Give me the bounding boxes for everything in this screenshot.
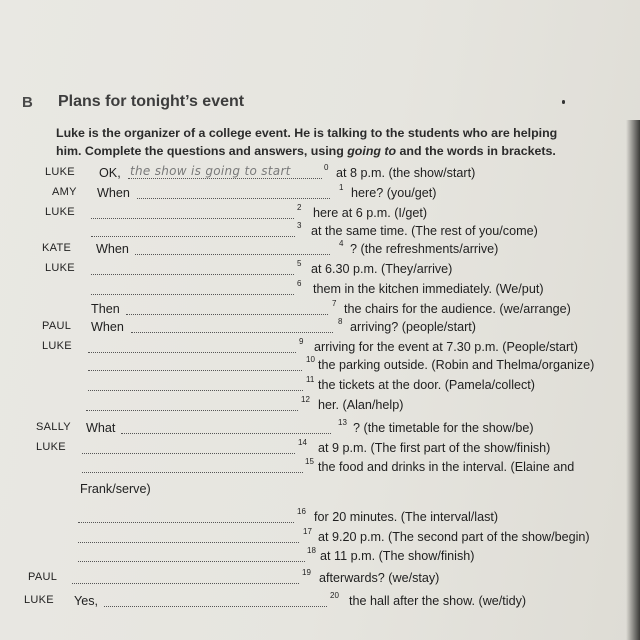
question-number: 9 (299, 337, 304, 346)
instructions-line-1: Luke is the organizer of a college event. He is talking to the students who are helping (56, 126, 558, 140)
prompt-text: ? (the timetable for the show/be) (353, 421, 534, 435)
exercise-row (0, 203, 640, 226)
answer-blank[interactable] (91, 236, 295, 237)
instructions-text-b: and the words in brackets. (396, 144, 556, 158)
answer-blank[interactable] (121, 433, 331, 434)
question-number: 19 (302, 568, 311, 577)
lead-text: When (96, 242, 129, 256)
answer-blank[interactable] (88, 370, 302, 371)
exercise-row (0, 482, 640, 502)
question-number: 17 (303, 527, 312, 536)
exercise-row (0, 507, 640, 530)
prompt-text: at 6.30 p.m. (They/arrive) (311, 262, 453, 276)
answer-blank[interactable] (135, 254, 330, 255)
speaker-label: KATE (42, 242, 72, 254)
answer-blank[interactable] (131, 332, 333, 333)
question-number: 5 (297, 259, 302, 268)
answer-blank[interactable] (82, 453, 295, 454)
question-number: 1 (339, 183, 344, 192)
prompt-text: the parking outside. (Robin and Thelma/organize) (318, 358, 595, 372)
question-number: 16 (297, 507, 306, 516)
exercise-row (0, 183, 640, 206)
answer-blank[interactable] (104, 606, 327, 607)
instructions-text-a: him. Complete the questions and answers, using (56, 144, 348, 158)
exercise-row (0, 163, 640, 186)
section-letter: B (22, 94, 33, 111)
question-number: 0 (324, 163, 329, 172)
lead-text: Yes, (74, 594, 99, 608)
exercise-row (0, 317, 640, 340)
question-number: 15 (305, 457, 314, 466)
exercise-row (0, 355, 640, 378)
exercise-row (0, 568, 640, 591)
speaker-label: LUKE (45, 206, 75, 218)
instructions-emphasis: going to (347, 144, 397, 158)
exercise-row (0, 591, 640, 614)
lead-text: When (91, 320, 124, 334)
prompt-text: at 11 p.m. (The show/finish) (320, 549, 475, 563)
question-number: 10 (306, 355, 315, 364)
exercise-row (0, 395, 640, 418)
question-number: 11 (306, 375, 315, 384)
speaker-label: PAUL (42, 320, 72, 332)
exercise-row (0, 221, 640, 244)
exercise-row (0, 337, 640, 360)
exercise-row (0, 546, 640, 569)
prompt-text: at 8 p.m. (the show/start) (336, 166, 476, 180)
speaker-label: LUKE (42, 340, 72, 352)
answer-blank[interactable] (128, 178, 322, 179)
question-number: 12 (301, 395, 310, 404)
answer-blank[interactable] (72, 583, 299, 584)
lead-text: When (97, 186, 130, 200)
question-number: 8 (338, 317, 343, 326)
answer-blank[interactable] (126, 314, 328, 315)
question-number: 3 (297, 221, 302, 230)
handwritten-example-answer: the show is going to start (130, 164, 291, 178)
prompt-text: for 20 minutes. (The interval/last) (314, 510, 499, 524)
speaker-label: PAUL (28, 571, 58, 583)
exercise-row (0, 418, 640, 441)
prompt-text: here? (you/get) (351, 186, 437, 200)
exercise-row (0, 375, 640, 398)
instructions (56, 124, 616, 160)
exercise-row (0, 527, 640, 550)
prompt-text: at the same time. (The rest of you/come) (311, 224, 538, 238)
prompt-text: the tickets at the door. (Pamela/collect) (318, 378, 535, 392)
instructions-line-2 (56, 142, 616, 160)
question-number: 2 (297, 203, 302, 212)
answer-blank[interactable] (82, 472, 303, 473)
speaker-label: AMY (52, 186, 77, 198)
answer-blank[interactable] (137, 198, 330, 199)
prompt-text: arriving for the event at 7.30 p.m. (People/start) (314, 340, 578, 354)
prompt-text: here at 6 p.m. (I/get) (313, 206, 428, 220)
exercise-row (0, 457, 640, 480)
lead-text: OK, (99, 166, 121, 180)
speaker-label: LUKE (45, 166, 75, 178)
question-number: 14 (298, 438, 307, 447)
prompt-text: at 9.20 p.m. (The second part of the show/begin) (318, 530, 590, 544)
prompt-text: the hall after the show. (we/tidy) (349, 594, 527, 608)
question-number: 7 (332, 299, 337, 308)
speaker-label: LUKE (45, 262, 75, 274)
speaker-label: LUKE (36, 441, 66, 453)
exercise-row (0, 299, 640, 322)
ink-mark (562, 100, 565, 104)
speaker-label: SALLY (36, 421, 71, 433)
prompt-text: at 9 p.m. (The first part of the show/finish) (318, 441, 551, 455)
answer-blank[interactable] (86, 410, 298, 411)
exercise-row (0, 259, 640, 282)
prompt-text: ? (the refreshments/arrive) (350, 242, 499, 256)
lead-text: What (86, 421, 116, 435)
question-number: 20 (330, 591, 339, 600)
question-number: 6 (297, 279, 302, 288)
lead-text: Then (91, 302, 120, 316)
answer-blank[interactable] (78, 542, 299, 543)
question-number: 13 (338, 418, 347, 427)
question-number: 18 (307, 546, 316, 555)
answer-blank[interactable] (78, 561, 305, 562)
prompt-text: them in the kitchen immediately. (We/put) (313, 282, 544, 296)
prompt-text: her. (Alan/help) (318, 398, 404, 412)
answer-blank[interactable] (88, 352, 296, 353)
exercise-row (0, 239, 640, 262)
answer-blank[interactable] (78, 522, 294, 523)
answer-blank[interactable] (88, 390, 303, 391)
prompt-text: the chairs for the audience. (we/arrange) (344, 302, 571, 316)
prompt-text: afterwards? (we/stay) (319, 571, 440, 585)
prompt-text: the food and drinks in the interval. (Elaine and (318, 460, 575, 474)
speaker-label: LUKE (24, 594, 54, 606)
exercise-row (0, 438, 640, 461)
answer-blank[interactable] (91, 294, 294, 295)
answer-blank[interactable] (91, 274, 294, 275)
answer-blank[interactable] (91, 218, 294, 219)
lead-text: Frank/serve) (80, 482, 151, 496)
question-number: 4 (339, 239, 344, 248)
exercise-row (0, 279, 640, 302)
prompt-text: arriving? (people/start) (350, 320, 476, 334)
section-title: Plans for tonight’s event (58, 93, 245, 110)
